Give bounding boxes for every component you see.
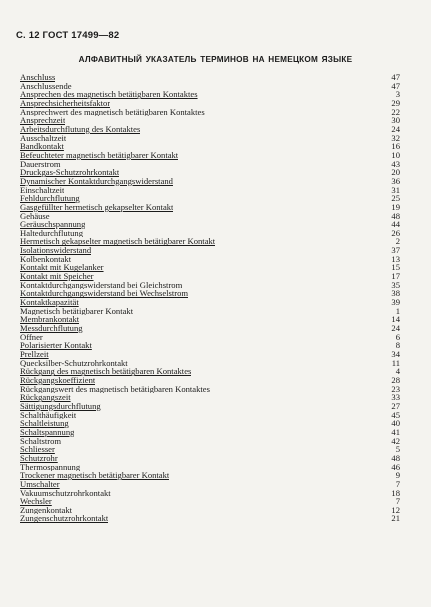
index-entry bbox=[20, 212, 400, 221]
entry-term: Rückgangszeit bbox=[20, 393, 71, 402]
entry-page-number: 39 bbox=[391, 297, 400, 308]
entry-term: Kontaktdurchgangswiderstand bei Wechselstrom bbox=[20, 289, 189, 299]
index-entry bbox=[20, 134, 400, 143]
entry-page-number: 37 bbox=[391, 245, 400, 256]
entry-term: Wechsler bbox=[20, 497, 52, 506]
entry-term: Schalthäufigkeit bbox=[20, 410, 77, 420]
index-entry bbox=[20, 367, 400, 376]
entry-page-number: 21 bbox=[391, 513, 400, 524]
entry-page-number: 24 bbox=[391, 323, 400, 334]
index-entry bbox=[20, 454, 400, 463]
index-entry bbox=[20, 281, 400, 290]
entry-page-number: 29 bbox=[391, 97, 400, 108]
index-entry bbox=[20, 194, 400, 203]
index-entry bbox=[20, 177, 400, 186]
index-entry bbox=[20, 298, 400, 307]
entry-page-number: 8 bbox=[395, 340, 400, 351]
entry-term: Bandkontakt bbox=[20, 142, 64, 151]
entry-term: Schaltleistung bbox=[20, 419, 69, 428]
index-entry bbox=[20, 90, 400, 99]
entry-page-number: 7 bbox=[395, 496, 400, 507]
entry-term: Hermetisch gekapselter magnetisch betätigbarer Kontakt bbox=[20, 237, 216, 247]
index-entry bbox=[20, 445, 400, 454]
entry-page-number: 30 bbox=[391, 115, 400, 126]
entry-term: Trockener magnetisch betätigbarer Kontakt bbox=[20, 471, 170, 480]
entry-page-number: 26 bbox=[391, 227, 400, 238]
entry-term: Polarisierter Kontakt bbox=[20, 341, 92, 350]
index-entry bbox=[20, 237, 400, 246]
entry-term: Ansprechen des magnetisch betätigbaren Kontaktes bbox=[20, 90, 198, 99]
index-entry bbox=[20, 419, 400, 428]
entry-term: Anschlussende bbox=[20, 81, 72, 91]
index-entry bbox=[20, 506, 400, 515]
index-entry bbox=[20, 246, 400, 255]
entry-page-number: 40 bbox=[391, 418, 400, 429]
entry-term: Prellzeit bbox=[20, 350, 49, 359]
index-entry bbox=[20, 142, 400, 151]
entry-term: Kontakt mit Kugelanker bbox=[20, 263, 104, 273]
index-entry bbox=[20, 108, 400, 117]
entry-page-number: 42 bbox=[391, 435, 400, 446]
index-entry bbox=[20, 471, 400, 480]
entry-term: Gehäuse bbox=[20, 211, 50, 221]
index-entry bbox=[20, 220, 400, 229]
entry-page-number: 44 bbox=[391, 219, 400, 230]
index-entry bbox=[20, 497, 400, 506]
entry-page-number: 47 bbox=[391, 80, 400, 91]
index-entry bbox=[20, 99, 400, 108]
entry-page-number: 11 bbox=[391, 357, 400, 368]
entry-term: Offner bbox=[20, 332, 43, 342]
entry-page-number: 20 bbox=[391, 167, 400, 178]
entry-term: Thermospannung bbox=[20, 462, 81, 472]
entry-page-number: 2 bbox=[395, 236, 400, 247]
entry-page-number: 22 bbox=[391, 106, 400, 117]
index-entry bbox=[20, 324, 400, 333]
index-entry bbox=[20, 203, 400, 212]
term-index-list bbox=[20, 73, 400, 523]
entry-term: Ansprechzeit bbox=[20, 116, 66, 125]
entry-page-number: 47 bbox=[391, 72, 400, 82]
entry-page-number: 25 bbox=[391, 193, 400, 204]
entry-page-number: 15 bbox=[391, 262, 400, 273]
entry-page-number: 12 bbox=[391, 504, 400, 515]
entry-page-number: 48 bbox=[391, 210, 400, 221]
index-entry bbox=[20, 437, 400, 446]
index-entry bbox=[20, 229, 400, 238]
entry-term: Dauerstrom bbox=[20, 159, 61, 169]
entry-term: Gasgefüllter hermetisch gekapselter Kontakt bbox=[20, 202, 174, 212]
entry-term: Zungenkontakt bbox=[20, 505, 73, 515]
entry-page-number: 17 bbox=[391, 271, 400, 282]
entry-page-number: 35 bbox=[391, 279, 400, 290]
index-entry bbox=[20, 402, 400, 411]
entry-page-number: 28 bbox=[391, 374, 400, 385]
entry-term: Kontaktdurchgangswiderstand bei Gleichstrom bbox=[20, 280, 183, 290]
entry-term: Dynamischer Kontaktdurchgangswiderstand bbox=[20, 176, 173, 186]
entry-page-number: 27 bbox=[391, 400, 400, 411]
index-entry bbox=[20, 272, 400, 281]
index-entry bbox=[20, 514, 400, 523]
entry-term: Geräuschspannung bbox=[20, 220, 86, 229]
entry-page-number: 10 bbox=[391, 149, 400, 160]
index-entry bbox=[20, 160, 400, 169]
entry-page-number: 13 bbox=[391, 253, 400, 264]
entry-term: Quecksilber-Schutzrohrkontakt bbox=[20, 358, 128, 368]
entry-term: Fehldurchflutung bbox=[20, 194, 80, 203]
entry-term: Arbeitsdurchflutung des Kontaktes bbox=[20, 124, 141, 134]
entry-page-number: 18 bbox=[391, 487, 400, 498]
entry-page-number: 48 bbox=[391, 452, 400, 463]
entry-page-number: 6 bbox=[395, 331, 400, 342]
entry-page-number: 24 bbox=[391, 123, 400, 134]
entry-term: Schaltspannung bbox=[20, 427, 75, 437]
index-entry bbox=[20, 480, 400, 489]
entry-term: Druckgas-Schutzrohrkontakt bbox=[20, 168, 120, 177]
entry-term: Ausschaltzeit bbox=[20, 133, 67, 143]
page-header: С. 12 ГОСТ 17499—82 bbox=[16, 30, 120, 41]
entry-term: Rückgangswert des magnetisch betätigbaren Kontaktes bbox=[20, 384, 210, 394]
index-entry bbox=[20, 359, 400, 368]
entry-page-number: 31 bbox=[391, 184, 400, 195]
entry-term: Vakuumschutzrohrkontakt bbox=[20, 488, 111, 498]
entry-page-number: 41 bbox=[391, 426, 400, 437]
entry-term: Sättigungsdurchflutung bbox=[20, 401, 101, 411]
entry-term: Schaltstrom bbox=[20, 436, 62, 446]
entry-page-number: 1 bbox=[395, 305, 400, 316]
index-entry bbox=[20, 73, 400, 82]
entry-page-number: 9 bbox=[395, 470, 400, 481]
entry-page-number: 3 bbox=[395, 89, 400, 100]
index-entry bbox=[20, 385, 400, 394]
entry-term: Einschaltzeit bbox=[20, 185, 65, 195]
entry-page-number: 33 bbox=[391, 392, 400, 403]
index-entry bbox=[20, 116, 400, 125]
entry-page-number: 7 bbox=[395, 478, 400, 489]
entry-term: Schliesser bbox=[20, 445, 55, 454]
entry-term: Kontaktkapazität bbox=[20, 298, 79, 307]
entry-page-number: 19 bbox=[391, 201, 400, 212]
entry-page-number: 36 bbox=[391, 175, 400, 186]
entry-page-number: 5 bbox=[395, 444, 400, 455]
entry-page-number: 43 bbox=[391, 158, 400, 169]
entry-page-number: 46 bbox=[391, 461, 400, 472]
entry-term: Kontakt mit Speicher bbox=[20, 272, 94, 281]
entry-page-number: 32 bbox=[391, 132, 400, 143]
entry-term: Rückgangskoeffizient bbox=[20, 375, 96, 385]
entry-term: Kolbenkontakt bbox=[20, 254, 72, 264]
entry-page-number: 14 bbox=[391, 314, 400, 325]
index-entry bbox=[20, 186, 400, 195]
index-entry bbox=[20, 289, 400, 298]
entry-page-number: 38 bbox=[391, 288, 400, 299]
index-entry bbox=[20, 411, 400, 420]
entry-page-number: 23 bbox=[391, 383, 400, 394]
index-entry bbox=[20, 315, 400, 324]
index-entry bbox=[20, 263, 400, 272]
entry-term: Ansprechsicherheitsfaktor bbox=[20, 98, 111, 108]
entry-term: Magnetisch betätigbarer Kontakt bbox=[20, 306, 134, 316]
entry-term: Umschalter bbox=[20, 479, 60, 489]
index-entry bbox=[20, 333, 400, 342]
index-entry bbox=[20, 168, 400, 177]
index-entry bbox=[20, 393, 400, 402]
entry-page-number: 16 bbox=[391, 141, 400, 152]
entry-term: Schutzrohr bbox=[20, 453, 58, 463]
entry-page-number: 34 bbox=[391, 349, 400, 359]
index-entry bbox=[20, 82, 400, 91]
index-entry bbox=[20, 151, 400, 160]
index-entry bbox=[20, 350, 400, 359]
index-entry bbox=[20, 428, 400, 437]
index-entry bbox=[20, 463, 400, 472]
entry-term: Ansprechwert des magnetisch betätigbaren Kontaktes bbox=[20, 107, 205, 117]
index-entry bbox=[20, 125, 400, 134]
entry-term: Rückgang des magnetisch betätigbaren Kontaktes bbox=[20, 367, 192, 376]
entry-page-number: 45 bbox=[391, 409, 400, 420]
entry-page-number: 4 bbox=[395, 366, 400, 377]
entry-term: Membrankontakt bbox=[20, 315, 80, 325]
entry-term: Befeuchteter magnetisch betätigbarer Kontakt bbox=[20, 150, 179, 160]
index-entry bbox=[20, 489, 400, 498]
index-entry bbox=[20, 376, 400, 385]
index-title: АЛФАВИТНЫЙ УКАЗАТЕЛЬ ТЕРМИНОВ НА НЕМЕЦКОМ ЯЗЫКЕ bbox=[78, 55, 353, 64]
entry-term: Isolationswiderstand bbox=[20, 246, 92, 255]
index-entry bbox=[20, 255, 400, 264]
index-entry bbox=[20, 341, 400, 350]
entry-term: Haltedurchflutung bbox=[20, 228, 84, 238]
entry-term: Zungenschutzrohrkontakt bbox=[20, 514, 109, 524]
entry-term: Messdurchflutung bbox=[20, 324, 83, 333]
index-entry bbox=[20, 307, 400, 316]
entry-term: Anschluss bbox=[20, 73, 56, 82]
